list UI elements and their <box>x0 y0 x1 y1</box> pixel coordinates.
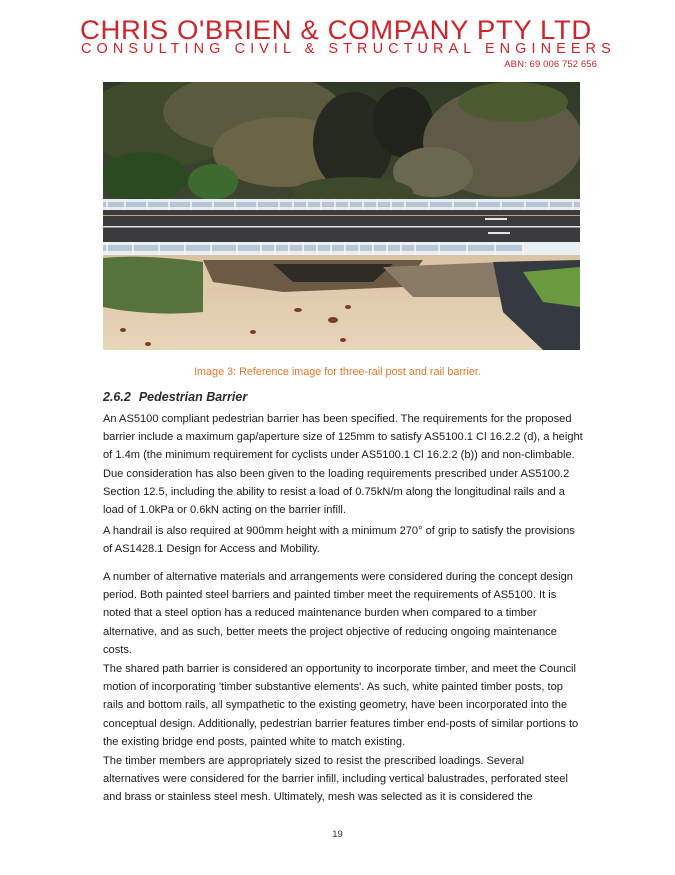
photo-illustration <box>103 82 580 350</box>
paragraph-text: An AS5100 compliant pedestrian barrier has been specified. The requirements for the proposed barrier include a maximum gap/aperture size of 125mm to satisfy AS5100.1 Cl 16.2.2 (d), a height of 1.4m (the minimum requirement for cyclists under AS5100.1 Cl 16.2.2 (b)) and non-climbable. Due consideration has also been given to the loading requirements prescribed under AS5100.2 Section 12.5, including the ability to resist a load of 0.75kN/m along the longitudinal rails and a load of 1.0kPa or 0.6kN acting on the barrier infill. <box>103 413 583 517</box>
company-abn: ABN: 69 006 752 656 <box>504 59 597 70</box>
paragraph-text: The shared path barrier is considered an opportunity to incorporate timber, and meet the Council motion of incorporating 'timber substantive elements'. As such, white painted timber posts, top rails and bottom rails, all sympathetic to the existing geometry, have been incorporated into the conceptual design. Additionally, pedestrian barrier features timber end-posts of similar portions to the existing bridge end posts, painted white to match existing. <box>103 663 579 748</box>
paragraph-materials <box>103 568 583 659</box>
section-number: 2.6.2 <box>103 390 131 404</box>
paragraph-text: The timber members are appropriately sized to resist the prescribed loadings. Several alternatives were considered for the barrier infill, including vertical balustrades, perforated steel and brass or stainless steel mesh. Ultimately, mesh was selected as it is considered the <box>103 755 568 804</box>
paragraph-barrier-requirements <box>103 410 583 519</box>
paragraph-text: A handrail is also required at 900mm height with a minimum 270° of grip to satisfy the provisions of AS1428.1 Design for Access and Mobility. <box>103 525 575 556</box>
paragraph-timber-members <box>103 752 583 807</box>
figure-caption: Image 3: Reference image for three-rail post and rail barrier. <box>194 366 481 378</box>
section-heading <box>103 390 247 404</box>
page-number: 19 <box>332 829 343 840</box>
company-tagline: CONSULTING CIVIL & STRUCTURAL ENGINEERS <box>81 41 616 57</box>
company-name: CHRIS O'BRIEN & COMPANY PTY LTD <box>80 15 592 45</box>
section-title: Pedestrian Barrier <box>138 390 248 404</box>
paragraph-text: A number of alternative materials and arrangements were considered during the concept design period. Both painted steel barriers and painted timber meet the requirements of AS5100. It is noted that a steel option has a reduced maintenance burden when compared to a timber alternative, and as such, better meets the project objective of reducing ongoing maintenance costs. <box>103 571 573 656</box>
bridge-aerial-photo <box>103 82 580 350</box>
paragraph-handrail <box>103 522 583 558</box>
paragraph-timber-opportunity <box>103 660 583 751</box>
letterhead <box>0 0 675 78</box>
